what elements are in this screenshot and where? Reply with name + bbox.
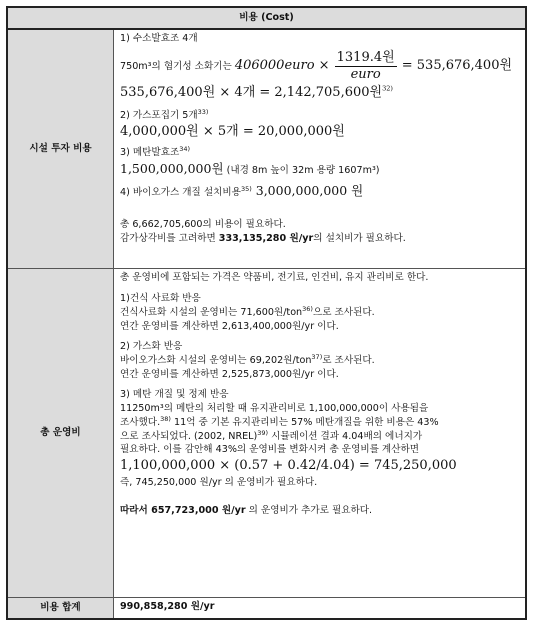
s1-line1-note: 36) — [302, 305, 313, 314]
s2-line1-b: 로 조사된다. — [322, 355, 375, 367]
s3-line2-b: 11억 중 기본 유지관리비는 57% 메탄개질을 위한 비용은 43% — [170, 416, 439, 428]
item4-heading-note: 35) — [240, 184, 252, 193]
s2-line1-note: 37) — [311, 352, 323, 361]
item3-detail: (내경 8m 높이 32m 용량 1607m³) — [223, 164, 380, 176]
table-title: 비용 (Cost) — [7, 7, 526, 29]
item4-line — [120, 182, 519, 200]
item2-formula: 4,000,000원 × 5개 = 20,000,000원 — [120, 123, 345, 139]
item1-formula-a: 406000euro × — [234, 58, 330, 73]
item2-heading-note: 33) — [197, 107, 209, 116]
item3-formula-line — [120, 160, 519, 178]
facility-total-text: 총 6,662,705,600의 비용이 필요하다. — [120, 218, 286, 230]
item1-formula-b: = 535,676,400원 — [401, 58, 513, 73]
depreciation-value: 333,135,280 원/yr — [218, 232, 314, 244]
s3-line2 — [120, 416, 519, 430]
conclusion-line — [120, 504, 519, 518]
operating-intro: 총 운영비에 포함되는 가격은 약품비, 전기료, 인건비, 유지 관리비로 한다. — [120, 271, 429, 283]
s1-line1 — [120, 306, 519, 320]
depreciation-line — [120, 232, 519, 246]
conclusion-value: 657,723,000 원/yr — [151, 505, 246, 517]
s3-line5: 즉, 745,250,000 원/yr 의 운영비가 필요하다. — [120, 477, 318, 489]
item3-heading-line — [120, 146, 519, 160]
total-row — [7, 597, 526, 619]
s2-line1 — [120, 354, 519, 368]
item4-heading: 4) 바이오가스 개질 설치비용 — [120, 186, 241, 198]
operating-content — [114, 268, 527, 597]
item1-text: 750m³의 혐기성 소화기는 — [120, 61, 232, 72]
item1-result: 535,676,400원 × 4개 = 2,142,705,600원 — [120, 85, 383, 101]
item2-heading: 2) 가스포집기 5개 — [120, 109, 198, 121]
s1-heading: 1)건식 사료화 반응 — [120, 293, 201, 305]
conclusion-prefix: 따라서 — [120, 505, 152, 517]
depreciation-suffix: 의 설치비가 필요하다. — [313, 232, 406, 244]
item1-frac-num: 1319.4원 — [336, 49, 395, 65]
operating-label: 총 운영비 — [7, 268, 114, 597]
item1-fraction — [335, 50, 397, 82]
s3-line2-a: 조사했다. — [120, 416, 161, 428]
s2-heading: 2) 가스화 반응 — [120, 341, 183, 353]
total-value: 990,858,280 원/yr — [114, 597, 527, 619]
s3-line3-a: 으로 조사되었다. (2002, NREL) — [120, 430, 258, 442]
item1-heading: 1) 수소발효조 4개 — [120, 33, 198, 44]
item3-heading: 3) 메탄발효조 — [120, 146, 180, 158]
facility-label: 시설 투자 비용 — [7, 29, 114, 268]
item4-value: 3,000,000,000 원 — [251, 182, 364, 198]
total-label: 비용 합계 — [7, 597, 114, 619]
s1-line1-a: 건식사료화 시설의 운영비는 71,600원/ton — [120, 307, 303, 319]
item1-result-note: 32) — [382, 84, 393, 93]
facility-row — [7, 29, 526, 268]
s2-line2: 연간 운영비를 계산하면 2,525,873,000원/yr 이다. — [120, 368, 339, 380]
s3-line3 — [120, 430, 519, 444]
s3-heading: 3) 메탄 개질 및 정제 반응 — [120, 388, 229, 400]
s3-line1: 11250m³의 메탄의 처리할 때 유지관리비로 1,100,000,000이 사용됨을 — [120, 402, 429, 414]
item1-frac-den: euro — [350, 66, 381, 82]
s3-line3-b: 시뮬레이션 결과 4.04배의 에너지가 — [268, 430, 423, 442]
operating-row — [7, 268, 526, 597]
facility-content — [114, 29, 527, 268]
conclusion-suffix: 의 운영비가 추가로 필요하다. — [245, 505, 373, 517]
item1-formula-line — [120, 50, 519, 82]
s3-line4: 필요하다. 이를 감안해 43%의 운영비를 변화시켜 총 운영비를 계산하면 — [120, 444, 419, 456]
s1-line2: 연간 운영비를 계산하면 2,613,400,000원/yr 이다. — [120, 321, 339, 333]
s1-line1-b: 으로 조사된다. — [312, 307, 375, 319]
item3-heading-note: 34) — [179, 144, 191, 153]
cost-table — [6, 6, 527, 620]
item1-result-line — [120, 84, 519, 103]
item2-heading-line — [120, 109, 519, 123]
s3-formula: 1,100,000,000 × (0.57 + 0.42/4.04) = 745,250,000 — [120, 458, 457, 474]
s3-line2-note: 38) — [160, 414, 171, 423]
s2-line1-a: 바이오가스화 시설의 운영비는 69,202원/ton — [120, 355, 312, 367]
s3-line3-note: 39) — [257, 428, 269, 437]
item3-formula: 1,500,000,000원 — [120, 160, 224, 176]
depreciation-prefix: 감가상각비를 고려하면 — [120, 232, 219, 244]
